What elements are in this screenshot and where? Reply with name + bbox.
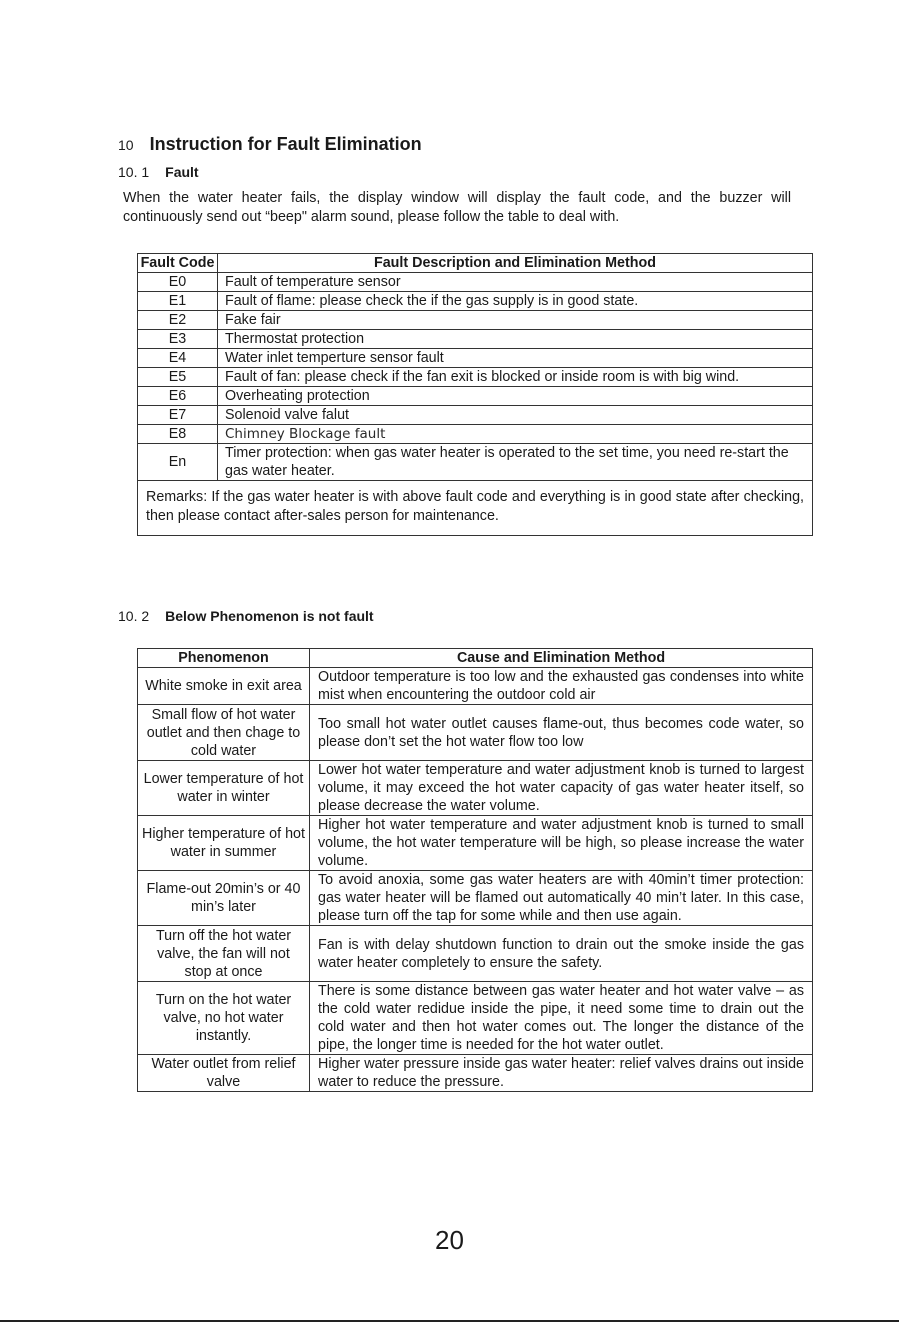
subsection-title: Below Phenomenon is not fault xyxy=(165,608,374,624)
subsection-number: 10. 1 xyxy=(118,164,150,180)
column-header-phenomenon: Phenomenon xyxy=(138,649,310,668)
table-row xyxy=(138,871,813,926)
table-row xyxy=(138,668,813,705)
fault-code-cell: E6 xyxy=(138,387,218,406)
table-row xyxy=(138,444,813,481)
phenomenon-table xyxy=(137,648,813,1092)
section-title: Instruction for Fault Elimination xyxy=(149,134,422,154)
table-header-row xyxy=(138,254,813,273)
fault-code-cell: E5 xyxy=(138,368,218,387)
table-row xyxy=(138,311,813,330)
section-number: 10 xyxy=(118,137,134,153)
table-row xyxy=(138,349,813,368)
fault-description-cell: Fault of fan: please check if the fan exit is blocked or inside room is with big wind. xyxy=(218,368,813,387)
fault-description-cell: Thermostat protection xyxy=(218,330,813,349)
table-row xyxy=(138,387,813,406)
table-row xyxy=(138,330,813,349)
phenomenon-cell: Turn off the hot water valve, the fan will not stop at once xyxy=(138,926,310,982)
table-header-row xyxy=(138,649,813,668)
remarks-text: Remarks: If the gas water heater is with above fault code and everything is in good state after checking, then please contact after-sales person for maintenance. xyxy=(138,481,813,536)
fault-code-cell: En xyxy=(138,444,218,481)
table-row xyxy=(138,368,813,387)
fault-description-cell: Chimney Blockage fault xyxy=(218,425,813,444)
fault-code-cell: E8 xyxy=(138,425,218,444)
cause-cell: There is some distance between gas water heater and hot water valve – as the cold water redidue inside the pipe, it need some time to drain out the cold water and then hot water comes out. The longer the distance of the pipe, the longer time is needed for the hot water outlet. xyxy=(310,982,813,1055)
table-row xyxy=(138,705,813,761)
table-row xyxy=(138,982,813,1055)
page-number: 20 xyxy=(435,1225,464,1255)
table-row xyxy=(138,1055,813,1092)
fault-code-cell: E1 xyxy=(138,292,218,311)
section-heading xyxy=(118,134,422,155)
table-row xyxy=(138,406,813,425)
cause-cell: To avoid anoxia, some gas water heaters are with 40min’t timer protection: gas water heater will be flamed out automatically 40 min’t later. In this case, please turn off the tap for some while and then use again. xyxy=(310,871,813,926)
table-row xyxy=(138,292,813,311)
phenomenon-cell: Flame-out 20min’s or 40 min’s later xyxy=(138,871,310,926)
column-header-cause: Cause and Elimination Method xyxy=(310,649,813,668)
fault-code-cell: E4 xyxy=(138,349,218,368)
footer-divider xyxy=(0,1320,899,1322)
cause-cell: Higher water pressure inside gas water heater: relief valves drains out inside water to reduce the pressure. xyxy=(310,1055,813,1092)
fault-description-cell: Fault of temperature sensor xyxy=(218,273,813,292)
fault-description-cell: Water inlet temperture sensor fault xyxy=(218,349,813,368)
fault-code-cell: E7 xyxy=(138,406,218,425)
fault-code-table xyxy=(137,253,813,536)
fault-description-cell: Timer protection: when gas water heater is operated to the set time, you need re-start the gas water heater. xyxy=(218,444,813,481)
remarks-row xyxy=(138,481,813,536)
table-row xyxy=(138,816,813,871)
column-header-fault-code: Fault Code xyxy=(138,254,218,273)
cause-cell: Lower hot water temperature and water adjustment knob is turned to largest volume, it may exceed the hot water capacity of gas water heater itself, so please decrease the water volume. xyxy=(310,761,813,816)
fault-code-cell: E2 xyxy=(138,311,218,330)
column-header-fault-description: Fault Description and Elimination Method xyxy=(218,254,813,273)
phenomenon-cell: Lower temperature of hot water in winter xyxy=(138,761,310,816)
phenomenon-cell: Higher temperature of hot water in summer xyxy=(138,816,310,871)
cause-cell: Too small hot water outlet causes flame-out, thus becomes code water, so please don’t set the hot water flow too low xyxy=(310,705,813,761)
phenomenon-cell: White smoke in exit area xyxy=(138,668,310,705)
subsection-title: Fault xyxy=(165,164,199,180)
subsection-heading-fault xyxy=(118,164,199,180)
fault-description-cell: Fault of flame: please check the if the gas supply is in good state. xyxy=(218,292,813,311)
cause-cell: Fan is with delay shutdown function to drain out the smoke inside the gas water heater completely to ensure the safety. xyxy=(310,926,813,982)
fault-description-cell: Fake fair xyxy=(218,311,813,330)
fault-code-cell: E3 xyxy=(138,330,218,349)
phenomenon-cell: Water outlet from relief valve xyxy=(138,1055,310,1092)
table-row xyxy=(138,273,813,292)
subsection-number: 10. 2 xyxy=(118,608,150,624)
cause-cell: Outdoor temperature is too low and the exhausted gas condenses into white mist when encountering the outdoor cold air xyxy=(310,668,813,705)
fault-code-cell: E0 xyxy=(138,273,218,292)
cause-cell: Higher hot water temperature and water adjustment knob is turned to small volume, the hot water temperature will be high, so please increase the water volume. xyxy=(310,816,813,871)
table-row xyxy=(138,926,813,982)
phenomenon-cell: Small flow of hot water outlet and then chage to cold water xyxy=(138,705,310,761)
fault-description-cell: Overheating protection xyxy=(218,387,813,406)
table-row xyxy=(138,761,813,816)
phenomenon-cell: Turn on the hot water valve, no hot water instantly. xyxy=(138,982,310,1055)
subsection-heading-not-fault xyxy=(118,608,374,624)
table-row xyxy=(138,425,813,444)
intro-paragraph: When the water heater fails, the display window will display the fault code, and the buzzer will continuously send out “beep" alarm sound, please follow the table to deal with. xyxy=(123,190,791,225)
fault-description-cell: Solenoid valve falut xyxy=(218,406,813,425)
